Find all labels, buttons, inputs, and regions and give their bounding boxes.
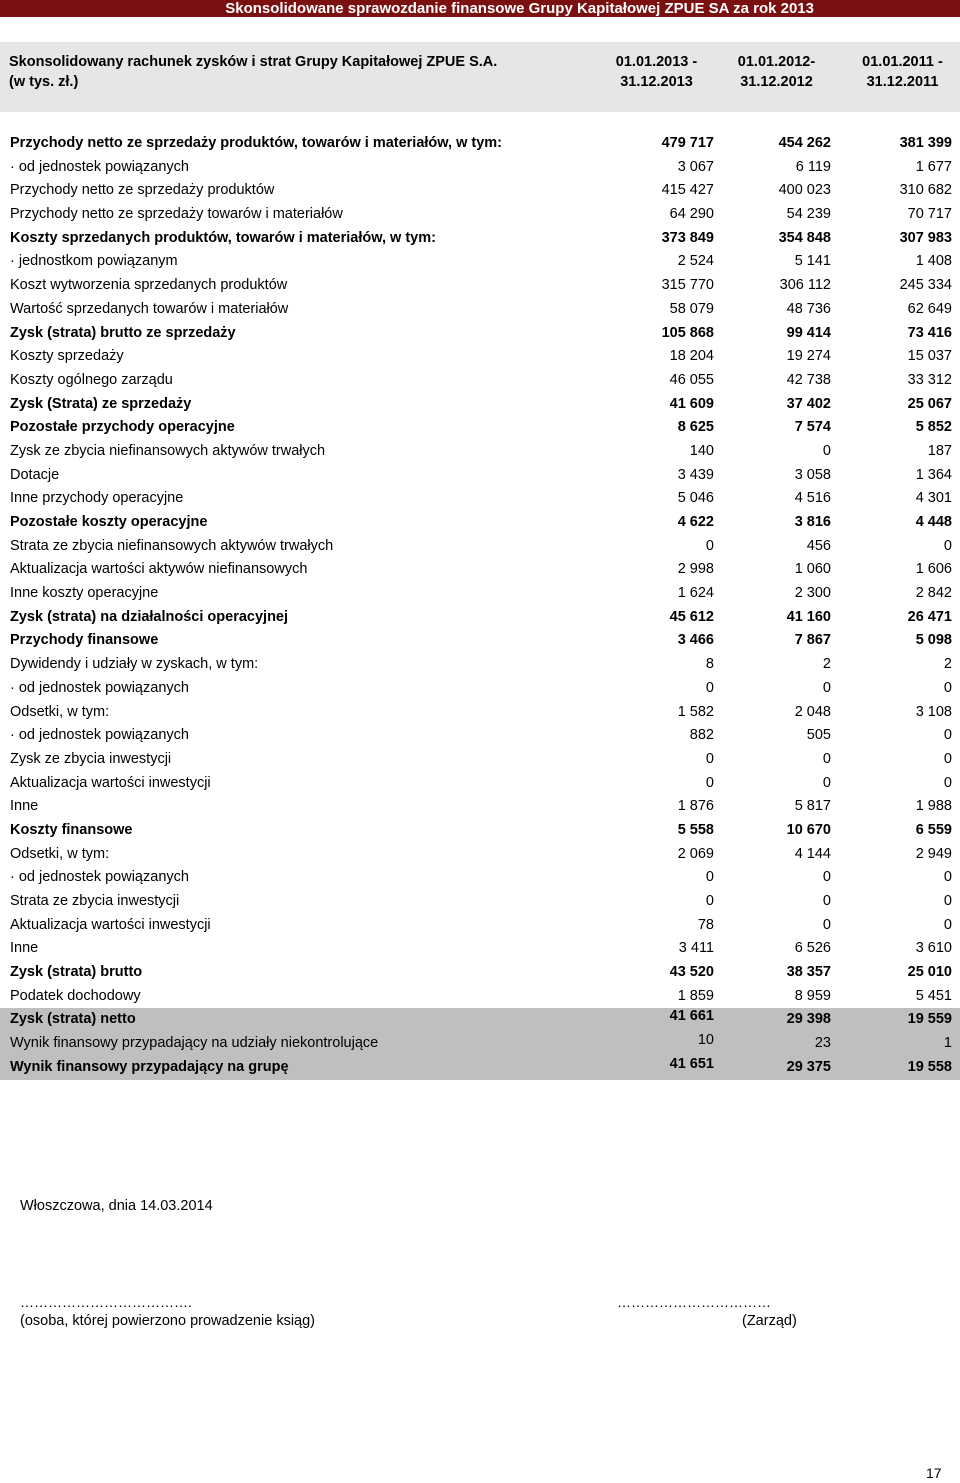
- row-value-2011: 73 416: [907, 324, 952, 341]
- row-value-2013: 3 067: [677, 158, 714, 175]
- period-end: 31.12.2013: [620, 74, 693, 90]
- row-value-2013: 78: [697, 916, 714, 933]
- row-value-2012: 400 023: [778, 182, 831, 199]
- table-row: [0, 179, 960, 203]
- row-label: Odsetki, w tym:: [10, 703, 110, 720]
- table-row: [0, 1032, 960, 1056]
- row-label: Wynik finansowy przypadający na grupę: [10, 1058, 289, 1075]
- page-number: 17: [926, 1465, 942, 1481]
- row-value-2013: 4 622: [677, 514, 714, 530]
- table-row: [0, 629, 960, 653]
- statement-title: [9, 52, 497, 92]
- row-label: Aktualizacja wartości inwestycji: [10, 916, 211, 933]
- table-row: [0, 322, 960, 346]
- row-value-2012: 505: [806, 727, 831, 744]
- row-label: Inne: [10, 798, 39, 815]
- row-label: Zysk (Strata) ze sprzedaży: [10, 395, 192, 412]
- table-row: [0, 274, 960, 298]
- signature-caption-board: (Zarząd): [742, 1313, 797, 1329]
- row-value-2012: 48 736: [786, 300, 831, 317]
- row-value-2013: 5 046: [677, 490, 714, 507]
- period-column-2012: [714, 52, 839, 92]
- row-label: Inne przychody operacyjne: [10, 490, 184, 507]
- table-row: [0, 416, 960, 440]
- row-value-2012: 29 375: [786, 1058, 831, 1075]
- document-banner: Skonsolidowane sprawozdanie finansowe Grupy Kapitałowej ZPUE SA za rok 2013: [0, 0, 960, 17]
- row-value-2011: 2 842: [915, 585, 952, 602]
- row-label: Zysk (strata) brutto ze sprzedaży: [10, 324, 236, 341]
- row-value-2011: 3 610: [915, 940, 952, 957]
- row-value-2011: 2: [943, 656, 952, 673]
- row-value-2012: 7 574: [794, 419, 831, 436]
- table-row: [0, 606, 960, 630]
- table-row: [0, 558, 960, 582]
- table-row: [0, 203, 960, 227]
- row-value-2011: 33 312: [907, 371, 952, 388]
- table-row: [0, 795, 960, 819]
- row-value-2013: 10: [697, 1032, 714, 1049]
- signature-line-right: ……………………………: [617, 1294, 771, 1310]
- period-end: 31.12.2012: [740, 74, 813, 90]
- row-value-2012: 0: [822, 679, 831, 696]
- row-value-2013: 2 069: [677, 845, 714, 862]
- row-value-2012: 8 959: [794, 987, 831, 1004]
- row-label: Aktualizacja wartości inwestycji: [10, 774, 211, 791]
- row-label: Koszty finansowe: [10, 821, 133, 838]
- row-label: · od jednostek powiązanych: [10, 869, 189, 886]
- row-value-2013: 0: [705, 750, 714, 767]
- row-label: Aktualizacja wartości aktywów niefinansowych: [10, 561, 308, 578]
- row-value-2013: 45 612: [669, 608, 714, 625]
- period-end: 31.12.2011: [866, 74, 939, 90]
- row-label: Dotacje: [10, 466, 60, 483]
- row-value-2013: 41 651: [669, 1055, 714, 1072]
- statement-header: [0, 42, 960, 112]
- table-row: [0, 250, 960, 274]
- row-value-2011: 0: [943, 750, 952, 767]
- table-row: [0, 677, 960, 701]
- row-value-2013: 43 520: [669, 964, 714, 981]
- period-start: 01.01.2012-: [737, 54, 816, 70]
- row-label: Przychody netto ze sprzedaży produktów, towarów i materiałów, w tym:: [10, 135, 503, 151]
- place-and-date: Włoszczowa, dnia 14.03.2014: [20, 1198, 213, 1214]
- row-value-2011: 3 108: [915, 703, 952, 720]
- table-row: [0, 653, 960, 677]
- row-label: · jednostkom powiązanym: [10, 253, 178, 270]
- row-label: · od jednostek powiązanych: [10, 679, 189, 696]
- row-value-2011: 4 448: [915, 514, 952, 530]
- period-column-2011: [840, 52, 960, 92]
- row-value-2013: 1 582: [677, 703, 714, 720]
- row-value-2013: 140: [689, 442, 714, 459]
- table-row: [0, 772, 960, 796]
- period-column-2013: [594, 52, 719, 92]
- period-start: 01.01.2013 -: [615, 54, 698, 70]
- row-value-2012: 0: [822, 774, 831, 791]
- row-value-2013: 0: [705, 893, 714, 909]
- row-label: Przychody netto ze sprzedaży towarów i materiałów: [10, 206, 343, 223]
- row-value-2013: 882: [689, 727, 714, 744]
- row-value-2013: 2 998: [677, 561, 714, 578]
- row-value-2011: 5 451: [915, 987, 952, 1004]
- row-label: Przychody finansowe: [10, 632, 159, 649]
- row-value-2012: 0: [822, 916, 831, 933]
- row-value-2012: 2 300: [794, 585, 831, 602]
- row-value-2012: 1 060: [794, 561, 831, 578]
- row-value-2012: 0: [822, 442, 831, 459]
- table-row: [0, 227, 960, 251]
- row-value-2012: 38 357: [786, 964, 831, 981]
- table-row: [0, 1008, 960, 1032]
- row-value-2011: 0: [943, 916, 952, 933]
- row-value-2012: 4 144: [794, 845, 831, 862]
- row-label: Zysk (strata) na działalności operacyjnej: [10, 608, 289, 625]
- row-value-2013: 0: [705, 774, 714, 791]
- row-value-2013: 41 609: [669, 395, 714, 412]
- table-row: [0, 937, 960, 961]
- row-value-2012: 2 048: [794, 703, 831, 720]
- row-value-2011: 5 852: [915, 419, 952, 436]
- row-value-2013: 46 055: [669, 371, 714, 388]
- row-value-2013: 3 466: [677, 632, 714, 649]
- row-value-2013: 2 524: [677, 253, 714, 270]
- row-label: Strata ze zbycia inwestycji: [10, 893, 180, 909]
- row-value-2012: 23: [814, 1035, 831, 1052]
- row-value-2012: 54 239: [786, 206, 831, 223]
- row-value-2012: 42 738: [786, 371, 831, 388]
- row-value-2013: 479 717: [661, 135, 714, 151]
- row-label: Przychody netto ze sprzedaży produktów: [10, 182, 275, 199]
- row-value-2013: 64 290: [669, 206, 714, 223]
- row-label: Pozostałe przychody operacyjne: [10, 419, 235, 436]
- row-value-2011: 1 408: [915, 253, 952, 270]
- row-label: Koszty sprzedanych produktów, towarów i materiałów, w tym:: [10, 229, 436, 246]
- row-label: Koszt wytworzenia sprzedanych produktów: [10, 277, 288, 294]
- row-value-2012: 6 526: [794, 940, 831, 957]
- row-value-2011: 0: [943, 537, 952, 554]
- table-row: [0, 369, 960, 393]
- table-row: [0, 748, 960, 772]
- row-value-2011: 26 471: [907, 608, 952, 625]
- row-value-2012: 5 141: [794, 253, 831, 270]
- row-value-2013: 3 411: [678, 940, 714, 957]
- row-value-2013: 105 868: [661, 324, 714, 341]
- row-label: Zysk ze zbycia niefinansowych aktywów trwałych: [10, 442, 326, 459]
- table-row: [0, 914, 960, 938]
- table-row: [0, 890, 960, 914]
- row-value-2013: 41 661: [669, 1008, 714, 1025]
- row-value-2013: 18 204: [669, 348, 714, 365]
- statement-title-line2: (w tys. zł.): [9, 74, 79, 90]
- signature-caption-bookkeeper: (osoba, której powierzono prowadzenie ksiąg): [20, 1313, 315, 1329]
- row-value-2011: 381 399: [899, 135, 952, 151]
- table-row: [0, 487, 960, 511]
- row-value-2011: 0: [943, 893, 952, 909]
- row-label: Zysk (strata) netto: [10, 1011, 136, 1028]
- row-value-2012: 99 414: [786, 324, 831, 341]
- row-label: Dywidendy i udziały w zyskach, w tym:: [10, 656, 259, 673]
- row-value-2013: 0: [705, 679, 714, 696]
- table-row: [0, 298, 960, 322]
- row-value-2011: 0: [943, 679, 952, 696]
- row-value-2013: 0: [705, 537, 714, 554]
- table-row: [0, 132, 960, 156]
- table-row: [0, 701, 960, 725]
- row-value-2012: 0: [822, 893, 831, 909]
- row-label: Podatek dochodowy: [10, 987, 141, 1004]
- row-value-2012: 354 848: [778, 229, 831, 246]
- table-row: [0, 843, 960, 867]
- row-value-2013: 8 625: [677, 419, 714, 436]
- row-value-2012: 3 816: [794, 514, 831, 530]
- row-value-2011: 1 677: [915, 158, 952, 175]
- row-value-2011: 1 364: [915, 466, 952, 483]
- row-label: Pozostałe koszty operacyjne: [10, 514, 208, 530]
- row-value-2011: 5 098: [915, 632, 952, 649]
- row-label: Wartość sprzedanych towarów i materiałów: [10, 300, 289, 317]
- row-label: · od jednostek powiązanych: [10, 158, 189, 175]
- row-value-2012: 10 670: [786, 821, 831, 838]
- row-value-2011: 2 949: [915, 845, 952, 862]
- row-value-2011: 245 334: [899, 277, 952, 294]
- row-value-2012: 306 112: [779, 277, 831, 294]
- table-row: [0, 440, 960, 464]
- row-value-2012: 41 160: [786, 608, 831, 625]
- row-value-2012: 0: [822, 869, 831, 886]
- row-value-2013: 8: [705, 656, 714, 673]
- row-value-2013: 1 624: [677, 585, 714, 602]
- row-value-2011: 62 649: [907, 300, 952, 317]
- row-value-2011: 0: [943, 774, 952, 791]
- row-value-2011: 1: [943, 1035, 952, 1052]
- row-label: Wynik finansowy przypadający na udziały niekontrolujące: [10, 1035, 379, 1052]
- row-label: Koszty sprzedaży: [10, 348, 124, 365]
- row-value-2011: 25 067: [907, 395, 952, 412]
- row-value-2012: 0: [822, 750, 831, 767]
- row-label: Inne koszty operacyjne: [10, 585, 159, 602]
- signature-line-left: ……………………………….: [20, 1294, 192, 1310]
- row-label: Strata ze zbycia niefinansowych aktywów trwałych: [10, 537, 334, 554]
- table-row: [0, 724, 960, 748]
- row-label: Zysk (strata) brutto: [10, 964, 143, 981]
- row-label: Odsetki, w tym:: [10, 845, 110, 862]
- row-value-2011: 0: [943, 869, 952, 886]
- row-value-2011: 1 988: [915, 798, 952, 815]
- row-value-2012: 456: [806, 537, 831, 554]
- table-row: [0, 985, 960, 1009]
- row-value-2011: 6 559: [915, 821, 952, 838]
- row-value-2011: 19 559: [907, 1011, 952, 1028]
- row-value-2013: 373 849: [661, 229, 714, 246]
- row-value-2013: 5 558: [677, 821, 714, 838]
- table-row: [0, 511, 960, 535]
- row-value-2013: 3 439: [677, 466, 714, 483]
- table-row: [0, 464, 960, 488]
- table-row: [0, 582, 960, 606]
- row-value-2012: 19 274: [786, 348, 831, 365]
- row-value-2011: 15 037: [907, 348, 952, 365]
- table-row: [0, 535, 960, 559]
- table-row: [0, 345, 960, 369]
- row-value-2012: 6 119: [795, 158, 831, 175]
- row-value-2012: 454 262: [778, 135, 831, 151]
- table-row: [0, 819, 960, 843]
- row-label: Inne: [10, 940, 39, 957]
- row-value-2012: 3 058: [794, 466, 831, 483]
- table-row: [0, 393, 960, 417]
- table-row: [0, 156, 960, 180]
- table-row: [0, 1056, 960, 1080]
- row-value-2011: 187: [927, 442, 952, 459]
- row-value-2013: 0: [705, 869, 714, 886]
- row-label: Zysk ze zbycia inwestycji: [10, 750, 172, 767]
- row-value-2012: 29 398: [786, 1011, 831, 1028]
- row-value-2012: 4 516: [794, 490, 831, 507]
- row-value-2013: 315 770: [661, 277, 714, 294]
- table-row: [0, 866, 960, 890]
- row-label: Koszty ogólnego zarządu: [10, 371, 173, 388]
- row-value-2011: 1 606: [915, 561, 952, 578]
- row-value-2011: 307 983: [899, 229, 952, 246]
- row-value-2011: 19 558: [907, 1058, 952, 1075]
- row-value-2012: 5 817: [794, 798, 831, 815]
- row-value-2011: 310 682: [899, 182, 952, 199]
- row-value-2011: 25 010: [907, 964, 952, 981]
- row-value-2011: 0: [943, 727, 952, 744]
- table-row: [0, 961, 960, 985]
- row-label: · od jednostek powiązanych: [10, 727, 189, 744]
- statement-title-line1: Skonsolidowany rachunek zysków i strat Grupy Kapitałowej ZPUE S.A.: [9, 54, 498, 70]
- income-statement-table: [0, 132, 960, 1080]
- row-value-2013: 58 079: [669, 300, 714, 317]
- row-value-2012: 37 402: [786, 395, 831, 412]
- period-start: 01.01.2011 -: [862, 54, 943, 70]
- row-value-2013: 1 876: [677, 798, 714, 815]
- row-value-2012: 7 867: [794, 632, 831, 649]
- row-value-2011: 70 717: [907, 206, 952, 223]
- row-value-2011: 4 301: [915, 490, 952, 507]
- row-value-2013: 1 859: [677, 987, 714, 1004]
- row-value-2012: 2: [822, 656, 831, 673]
- row-value-2013: 415 427: [661, 182, 714, 199]
